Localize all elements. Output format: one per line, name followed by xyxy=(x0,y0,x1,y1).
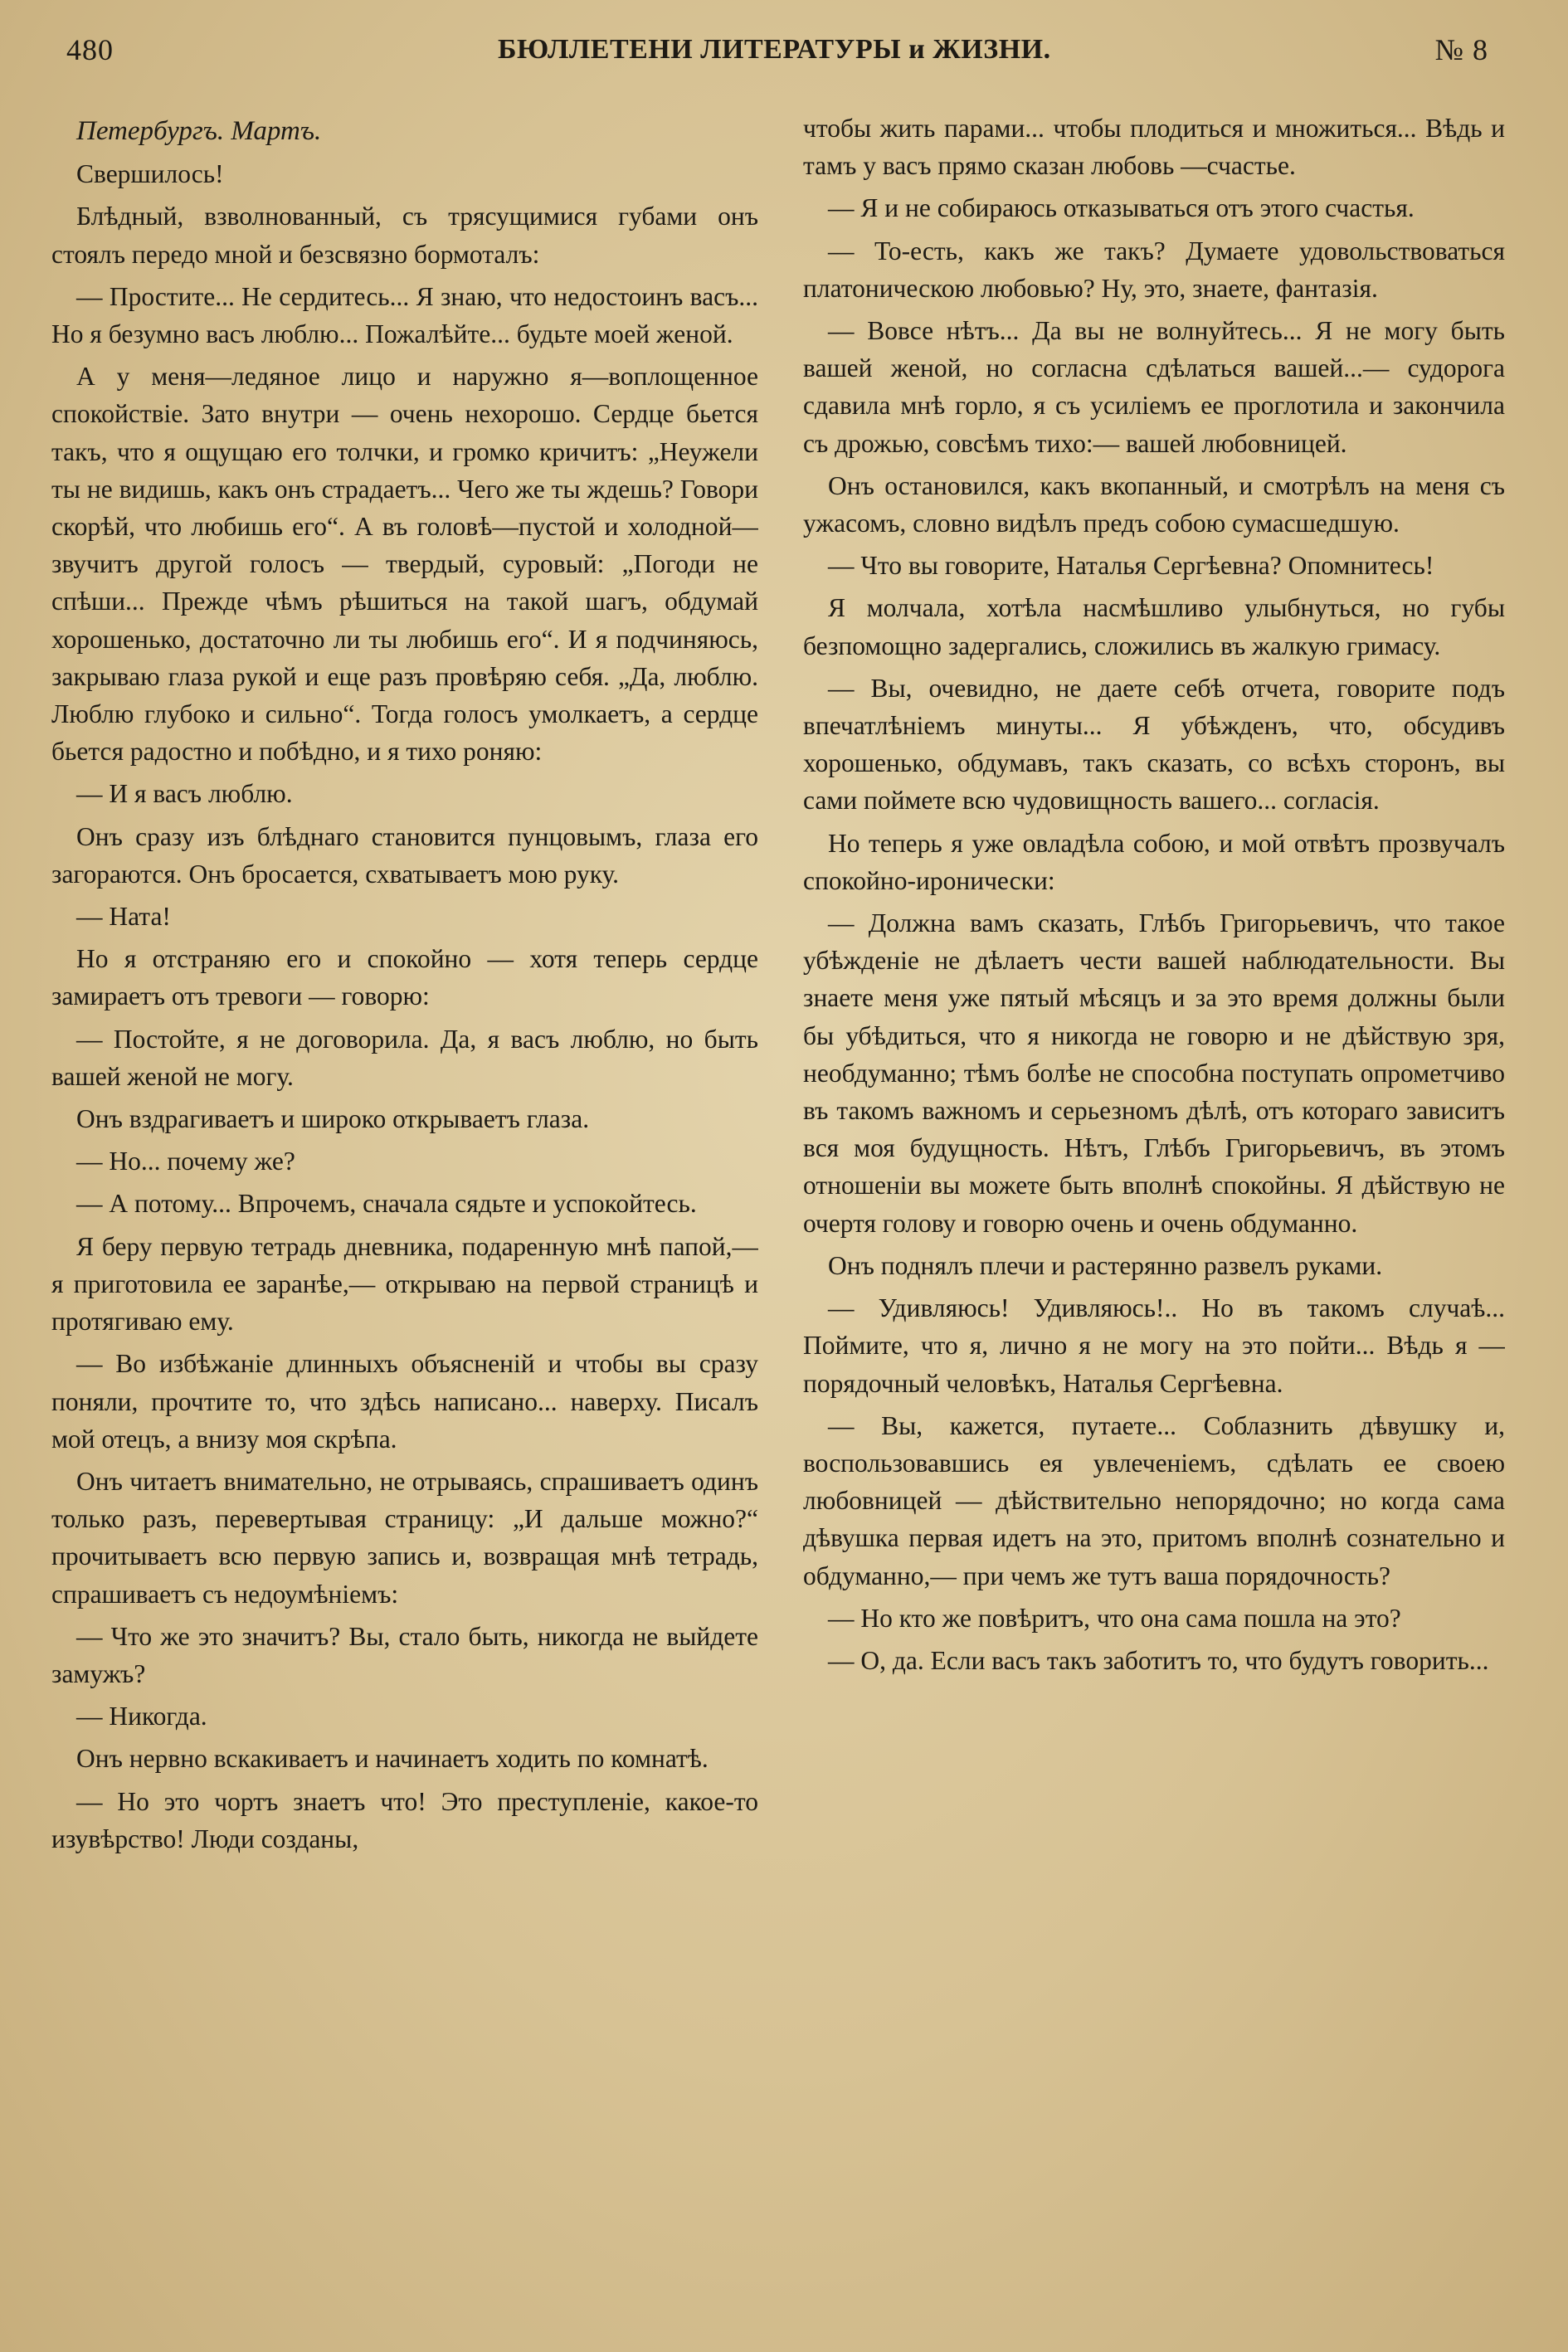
paragraph-continued: чтобы жить парами... чтобы плодиться и множиться... Вѣдь и тамъ у васъ прямо сказан любовь —счастье. xyxy=(803,114,1505,181)
paragraph: — Но... почему же? xyxy=(76,1147,295,1176)
paragraph: — Что же это значитъ? Вы, стало быть, никогда не выйдете замужъ? xyxy=(51,1621,758,1688)
paragraph: Онъ читаетъ внимательно, не отрываясь, спрашиваетъ одинъ только разъ, перевертывая страницу: „И дальше можно?“ прочитываетъ всю первую запись и, возвращая мнѣ тетрадь, спрашиваетъ съ недоумѣніемъ: xyxy=(51,1466,758,1609)
paragraph: — Постойте, я не договорила. Да, я васъ люблю, но быть вашей женой не могу. xyxy=(51,1024,758,1091)
paragraph: — Простите... Не сердитесь... Я знаю, что недостоинъ васъ... Но я безумно васъ люблю... Пожалѣйте... будьте моей женой. xyxy=(51,281,758,349)
paragraph: Но я отстраняю его и спокойно — хотя теперь сердце замираетъ отъ тревоги — говорю: xyxy=(51,944,758,1011)
paragraph: — А потому... Впрочемъ, сначала сядьте и успокойтесь. xyxy=(76,1189,697,1219)
page-number: 480 xyxy=(66,33,114,66)
paragraph: Свершилось! xyxy=(76,159,224,189)
paragraph: — Вы, кажется, путаете... Соблазнить дѣвушку и, воспользовавшись ея увлеченіемъ, сдѣлать ее своею любовницей — дѣйствительно непорядочно; но когда сама дѣвушка первая идетъ на это, притомъ вполнѣ сознательно и обдуманно,— при чемъ же тутъ ваша порядочность? xyxy=(803,1410,1505,1590)
dateline: Петербургъ. Мартъ. xyxy=(76,116,322,146)
paragraph: А у меня—ледяное лицо и наружно я—воплощенное спокойствіе. Зато внутри — очень нехорошо. Сердце бьется такъ, что я ощущаю его толчки, и громко кричитъ: „Неужели ты не видишь, какъ онъ страдаетъ... Чего же ты ждешь? Говори скорѣй, что любишь его“. А въ головѣ—пустой и холодной—звучитъ другой голосъ — твердый, суровый: „Погоди не спѣши... Прежде чѣмъ рѣшиться на такой шагъ, обдумай хорошенько, достаточно ли ты любишь его“. И я подчиняюсь, закрываю глаза рукой и еще разъ провѣряю себя. „Да, люблю. Люблю глубоко и сильно“. Тогда голосъ умолкаетъ, а сердце бьется радостно и побѣдно, и я тихо роняю: xyxy=(51,362,758,767)
paragraph: Но теперь я уже овладѣла собою, и мой отвѣтъ прозвучалъ спокойно-иронически: xyxy=(803,828,1505,895)
paragraph: — Удивляюсь! Удивляюсь!.. Но въ такомъ случаѣ... Поймите, что я, лично я не могу на это пойти... Вѣдь я — порядочный человѣкъ, Наталья Сергѣевна. xyxy=(803,1293,1505,1398)
paragraph: — Никогда. xyxy=(76,1702,207,1731)
paragraph: — Но это чортъ знаетъ что! Это преступленіе, какое-то изувѣрство! Люди созданы, xyxy=(51,1786,758,1853)
paragraph: — Вовсе нѣтъ... Да вы не волнуйтесь... Я не могу быть вашей женой, но согласна сдѣлаться вашей...— судорога сдавила мнѣ горло, я съ усиліемъ ее проглотила и закончила съ дрожью, совсѣмъ тихо:— вашей любовницей. xyxy=(803,316,1505,458)
right-column xyxy=(803,110,1505,2316)
paragraph: — Но кто же повѣритъ, что она сама пошла на это? xyxy=(828,1603,1401,1633)
journal-title: БЮЛЛЕТЕНИ ЛИТЕРАТУРЫ и ЖИЗНИ. xyxy=(498,34,1051,65)
issue-number: № 8 xyxy=(1434,33,1488,66)
running-header xyxy=(66,25,1488,75)
paragraph: — Вы, очевидно, не даете себѣ отчета, говорите подъ впечатлѣніемъ минуты... Я убѣжденъ, что, обсудивъ хорошенько, обдумавъ, такъ сказать, со всѣхъ сторонъ, вы сами поймете всю чудовищность вашего... согласія. xyxy=(803,673,1505,816)
paragraph: Онъ вздрагиваетъ и широко открываетъ глаза. xyxy=(76,1104,590,1134)
paragraph: Я беру первую тетрадь дневника, подаренную мнѣ папой,—я приготовила ее заранѣе,— открываю на первой страницѣ и протягиваю ему. xyxy=(51,1231,758,1337)
paragraph: — То-есть, какъ же такъ? Думаете удовольствоваться платоническою любовью? Ну, это, знаете, фантазія. xyxy=(803,236,1505,303)
paragraph: — О, да. Если васъ такъ заботитъ то, что будутъ говорить... xyxy=(828,1645,1489,1675)
paragraph: — Что вы говорите, Наталья Сергѣевна? Опомнитесь! xyxy=(828,551,1434,581)
paragraph: — Во избѣжаніе длинныхъ объясненій и чтобы вы сразу поняли, прочтите то, что здѣсь написано... наверху. Писалъ мой отецъ, а внизу моя скрѣпа. xyxy=(51,1349,758,1454)
paragraph: Онъ сразу изъ блѣднаго становится пунцовымъ, глаза его загораются. Онъ бросается, схватываетъ мою руку. xyxy=(51,821,758,889)
paragraph: — Ната! xyxy=(76,902,171,932)
paragraph: — И я васъ люблю. xyxy=(76,779,293,809)
paragraph: Онъ остановился, какъ вкопанный, и смотрѣлъ на меня съ ужасомъ, словно видѣлъ предъ собою сумасшедшую. xyxy=(803,470,1505,538)
paragraph: — Я и не собираюсь отказываться отъ этого счастья. xyxy=(828,193,1415,223)
left-column xyxy=(51,113,758,2320)
paragraph: Онъ поднялъ плечи и растерянно развелъ руками. xyxy=(828,1250,1383,1280)
paragraph: Онъ нервно вскакиваетъ и начинаетъ ходить по комнатѣ. xyxy=(76,1744,709,1774)
paragraph: — Должна вамъ сказать, Глѣбъ Григорьевичъ, что такое убѣжденіе не дѣлаетъ чести вашей наблюдательности. Вы знаете меня уже пятый мѣсяцъ и за это время должны были бы убѣдиться, что я никогда не говорю и не дѣйствую зря, необдуманно; тѣмъ болѣе не способна поступать опрометчиво въ такомъ важномъ и серьезномъ дѣлѣ, отъ котораго зависитъ вся моя будущность. Нѣтъ, Глѣбъ Григорьевичъ, въ этомъ отношеніи вы можете быть вполнѣ спокойны. Я дѣйствую не очертя голову и говорю очень и очень обдуманно. xyxy=(803,908,1505,1238)
paragraph: Я молчала, хотѣла насмѣшливо улыбнуться, но губы безпомощно задергались, сложились въ жалкую гримасу. xyxy=(803,593,1505,660)
paragraph: Блѣдный, взволнованный, съ трясущимися губами онъ стоялъ передо мной и безсвязно бормоталъ: xyxy=(51,202,758,269)
